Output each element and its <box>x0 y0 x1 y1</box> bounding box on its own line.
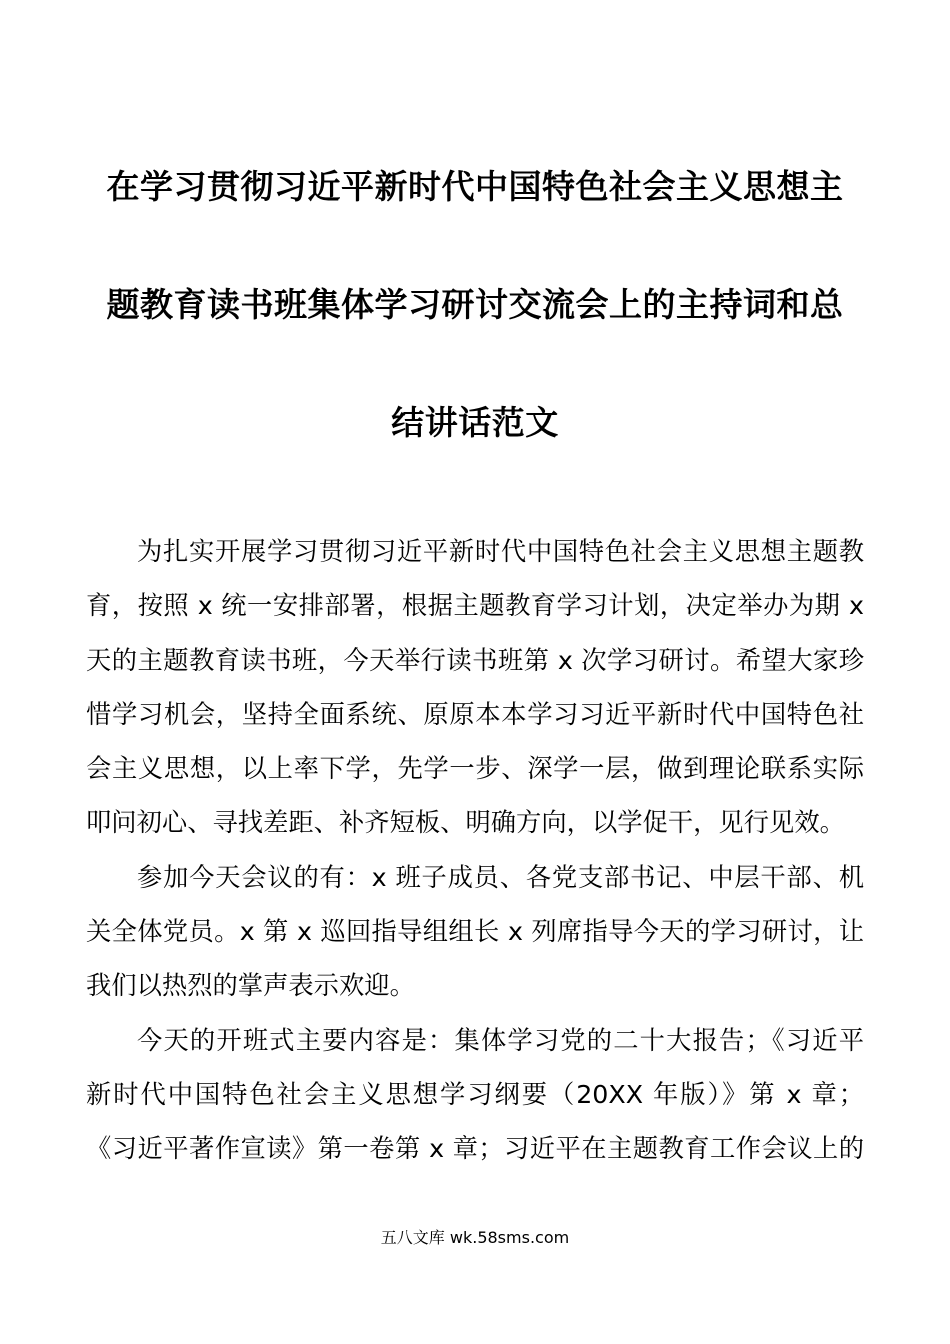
paragraph-line: 参加今天会议的有：x 班子成员、各党支部书记、中层干部、机 <box>137 862 864 892</box>
paragraph-line: 育，按照 x 统一安排部署，根据主题教育学习计划，决定举办为期 x <box>86 591 864 621</box>
paragraph-line: 惜学习机会，坚持全面系统、原原本本学习习近平新时代中国特色社 <box>86 699 864 729</box>
paragraph-line: 新时代中国特色社会主义思想学习纲要（20XX 年版）》第 x 章； <box>86 1079 864 1109</box>
paragraph-line: 会主义思想，以上率下学，先学一步、深学一层，做到理论联系实际 <box>86 754 864 784</box>
paragraph-line: 今天的开班式主要内容是：集体学习党的二十大报告；《习近平 <box>137 1025 864 1055</box>
body-paragraph <box>86 525 864 851</box>
body-paragraph <box>86 1014 864 1177</box>
document-title <box>86 128 864 482</box>
title-line: 结讲话范文 <box>391 403 559 442</box>
paragraph-line: 叩问初心、寻找差距、补齐短板、明确方向，以学促干，见行见效。 <box>86 808 845 838</box>
title-line: 在学习贯彻习近平新时代中国特色社会主义思想主 <box>106 167 844 206</box>
document-body <box>86 525 864 1177</box>
paragraph-line: 关全体党员。x 第 x 巡回指导组组长 x 列席指导今天的学习研讨，让 <box>86 917 864 947</box>
title-line: 题教育读书班集体学习研讨交流会上的主持词和总 <box>106 285 844 324</box>
paragraph-line: 《习近平著作宣读》第一卷第 x 章；习近平在主题教育工作会议上的 <box>86 1134 864 1164</box>
page-footer: 五八文库 wk.58sms.com <box>380 1228 570 1247</box>
paragraph-line: 为扎实开展学习贯彻习近平新时代中国特色社会主义思想主题教 <box>137 537 864 566</box>
paragraph-line: 天的主题教育读书班，今天举行读书班第 x 次学习研讨。希望大家珍 <box>86 645 864 675</box>
paragraph-line: 我们以热烈的掌声表示欢迎。 <box>86 971 415 1001</box>
body-paragraph <box>86 851 864 1014</box>
